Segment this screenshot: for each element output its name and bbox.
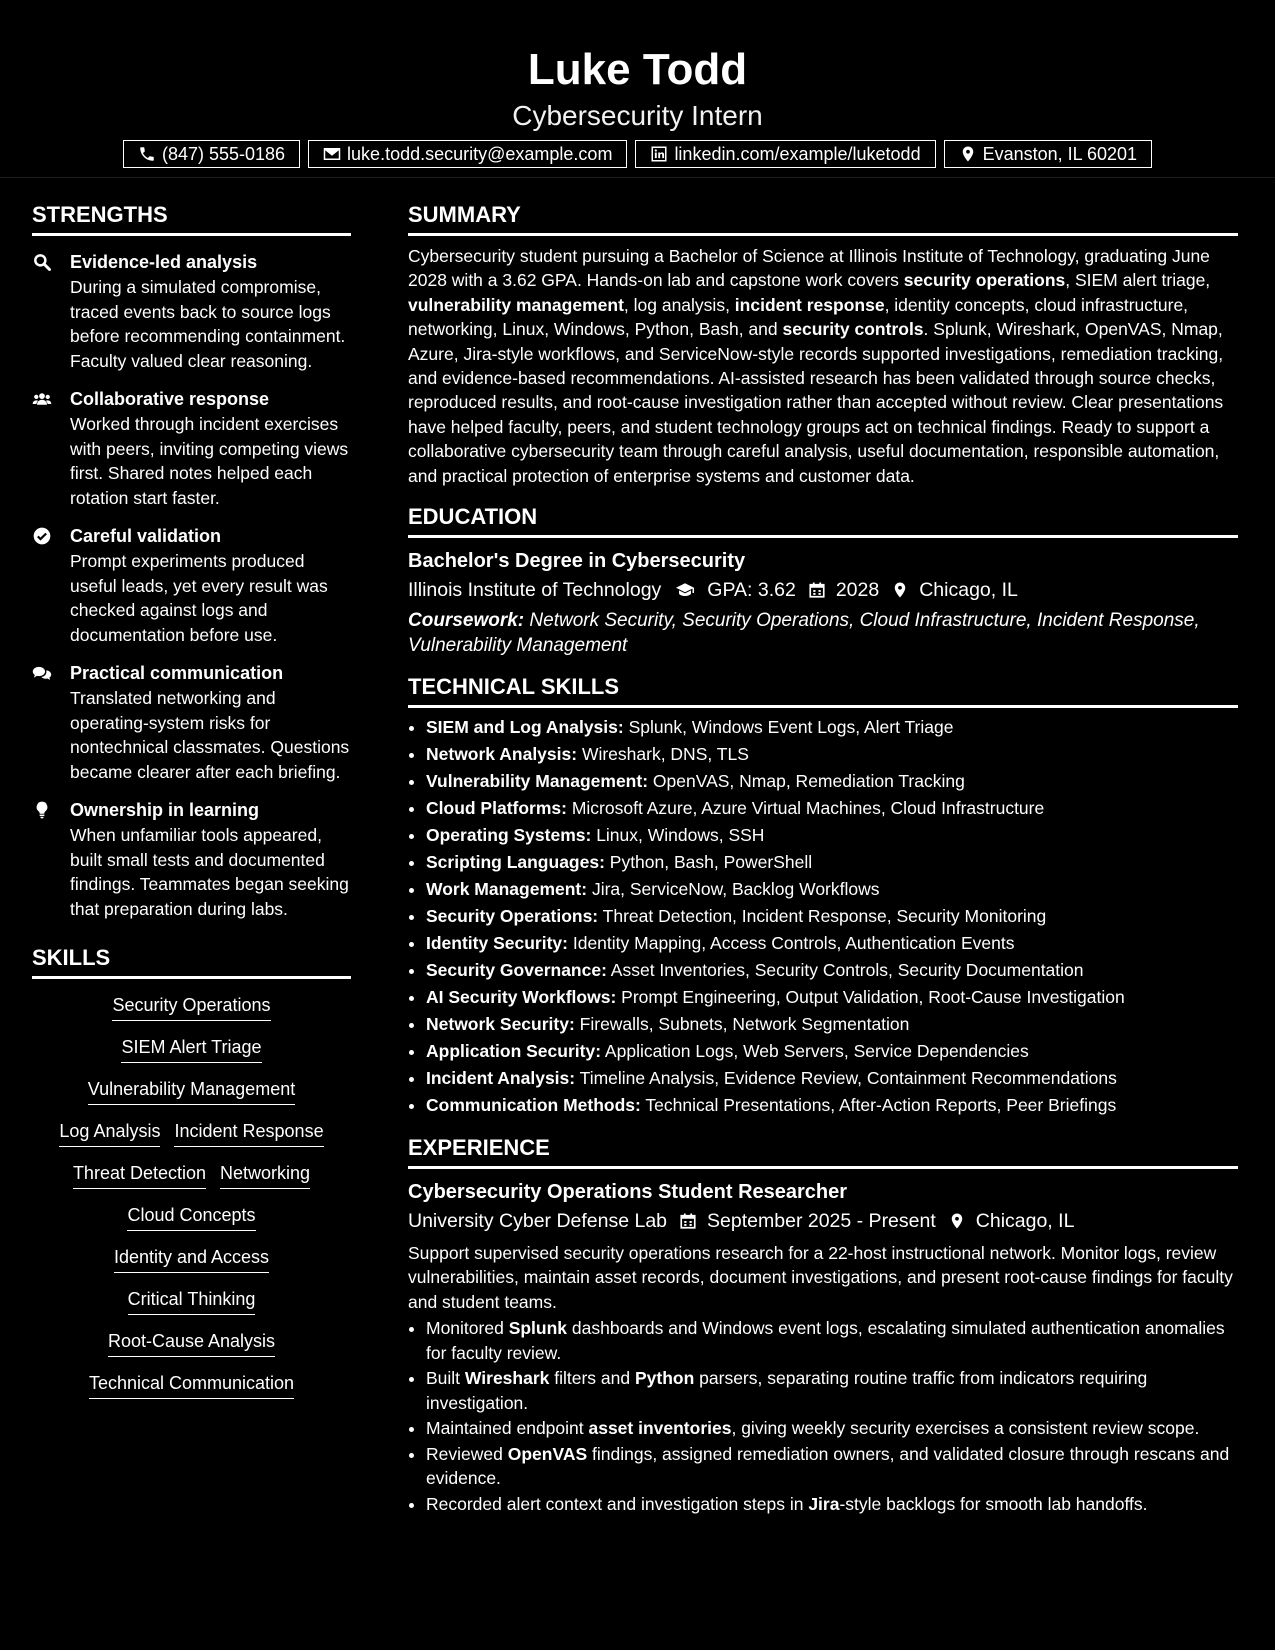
users-icon — [32, 389, 52, 409]
strength-body: When unfamiliar tools appeared, built small tests and documented findings. Teammates began seeking that preparation during labs. — [70, 825, 349, 919]
list-item: • Communication Methods: Technical Presentations, After-Action Reports, Peer Briefings — [426, 1092, 1238, 1119]
strength-title: Ownership in learning — [70, 800, 260, 820]
skill-tag: Networking — [220, 1161, 310, 1189]
technical-skills-heading: TECHNICAL SKILLS — [408, 674, 1238, 708]
school-name: Illinois Institute of Technology — [408, 579, 662, 602]
strength-item — [32, 798, 351, 921]
check-circle-icon — [32, 526, 52, 546]
strength-body: During a simulated compromise, traced events back to source logs before recommending containment. Faculty valued clear reasoning. — [70, 277, 346, 371]
skill-tag: Incident Response — [174, 1119, 323, 1147]
graduation-year: 2028 — [835, 579, 880, 602]
summary-text: Cybersecurity student pursuing a Bachelor of Science at Illinois Institute of Technology, graduating June 2028 with a 3.62 GPA. Hands-on lab and capstone work covers security operations, SIEM alert triage, vulnerability management, log analysis, incident response, identity concepts, cloud infrastructure, networking, Linux, Windows, Python, Bash, and security controls. Splunk, Wireshark, OpenVAS, Nmap, Azure, Jira-style workflows, and ServiceNow-style records supported investigations, remediation tracking, and evidence-based recommendations. AI-assisted research has been validated through source checks, reproduced results, and root-cause investigation rather than accepted without review. Clear presentations have helped faculty, peers, and student technology groups act on technical findings. Ready to support a collaborative cybersecurity team through careful analysis, useful documentation, responsible automation, and practical protection of enterprise systems and customer data. — [408, 246, 1224, 486]
list-item: • Application Security: Application Logs, Web Servers, Service Dependencies — [426, 1038, 1238, 1065]
location-text: Evanston, IL 60201 — [982, 143, 1138, 164]
skill-tag: Technical Communication — [89, 1371, 294, 1399]
strength-title: Careful validation — [70, 526, 222, 546]
list-item: • Identity Security: Identity Mapping, Access Controls, Authentication Events — [426, 930, 1238, 957]
map-pin-icon — [891, 581, 909, 599]
search-icon — [32, 252, 52, 272]
left-column — [32, 178, 351, 1517]
summary-heading: SUMMARY — [408, 202, 1238, 236]
organization: University Cyber Defense Lab — [408, 1210, 668, 1233]
contact-location[interactable] — [944, 140, 1152, 168]
comments-icon — [32, 663, 52, 683]
skill-tag: Identity and Access — [114, 1245, 269, 1273]
skill-tag: Security Operations — [112, 993, 270, 1021]
contact-email[interactable] — [308, 140, 627, 168]
job-bullets — [408, 1316, 1238, 1516]
strength-body: Worked through incident exercises with peers, inviting competing views first. Shared notes helped each rotation start faster. — [70, 414, 349, 508]
list-item: • Network Security: Firewalls, Subnets, Network Segmentation — [426, 1011, 1238, 1038]
list-item: • Security Operations: Threat Detection, Incident Response, Security Monitoring — [426, 903, 1238, 930]
skill-tag: Log Analysis — [59, 1119, 160, 1147]
job-title: Cybersecurity Operations Student Researcher — [408, 1181, 848, 1204]
skills-list — [32, 993, 351, 1399]
skill-tag: Threat Detection — [73, 1161, 206, 1189]
list-item: • Operating Systems: Linux, Windows, SSH — [426, 822, 1238, 849]
strength-item — [32, 524, 351, 647]
contact-bar — [0, 140, 1275, 168]
experience-heading: EXPERIENCE — [408, 1135, 1238, 1169]
list-item: • Maintained endpoint asset inventories, giving weekly security exercises a consistent review scope. — [426, 1416, 1238, 1441]
degree-title: Bachelor's Degree in Cybersecurity — [408, 550, 746, 573]
skill-tag: Critical Thinking — [128, 1287, 256, 1315]
list-item: • Recorded alert context and investigation steps in Jira-style backlogs for smooth lab handoffs. — [426, 1492, 1238, 1517]
map-pin-icon — [959, 145, 977, 163]
right-column — [408, 178, 1238, 1517]
calendar-icon — [808, 581, 826, 599]
job-summary: Support supervised security operations research for a 22-host instructional network. Monitor logs, review vulnerabilities, maintain asset records, document investigations, and present root-cause findings for faculty and student teams. — [408, 1243, 1233, 1312]
strength-body: Translated networking and operating-system risks for nontechnical classmates. Questions became clearer after each briefing. — [70, 688, 350, 782]
skills-heading: SKILLS — [32, 945, 351, 979]
list-item: • Incident Analysis: Timeline Analysis, Evidence Review, Containment Recommendations — [426, 1065, 1238, 1092]
job-meta — [408, 1207, 1238, 1235]
phone-text: (847) 555-0186 — [161, 143, 286, 164]
job-location: Chicago, IL — [975, 1210, 1075, 1233]
list-item: • Work Management: Jira, ServiceNow, Backlog Workflows — [426, 876, 1238, 903]
graduation-cap-icon — [673, 581, 697, 599]
linkedin-icon — [650, 145, 668, 163]
strength-item — [32, 661, 351, 784]
coursework: Coursework: Network Security, Security Operations, Cloud Infrastructure, Incident Response, Vulnerability Management — [408, 610, 1200, 657]
strength-item — [32, 250, 351, 373]
list-item: • Network Analysis: Wireshark, DNS, TLS — [426, 741, 1238, 768]
education-heading: EDUCATION — [408, 504, 1238, 538]
list-item: • AI Security Workflows: Prompt Engineering, Output Validation, Root-Cause Investigation — [426, 984, 1238, 1011]
list-item: • Scripting Languages: Python, Bash, PowerShell — [426, 849, 1238, 876]
candidate-name: Luke Todd — [527, 45, 748, 94]
list-item: • SIEM and Log Analysis: Splunk, Windows Event Logs, Alert Triage — [426, 714, 1238, 741]
calendar-icon — [679, 1212, 697, 1230]
list-item: • Cloud Platforms: Microsoft Azure, Azure Virtual Machines, Cloud Infrastructure — [426, 795, 1238, 822]
gpa: GPA: 3.62 — [707, 579, 796, 602]
list-item: • Monitored Splunk dashboards and Windows event logs, escalating simulated authentication anomalies for faculty review. — [426, 1316, 1238, 1365]
list-item: • Security Governance: Asset Inventories, Security Controls, Security Documentation — [426, 957, 1238, 984]
linkedin-text: linkedin.com/example/luketodd — [674, 143, 921, 164]
contact-phone[interactable] — [123, 140, 300, 168]
candidate-title: Cybersecurity Intern — [512, 100, 763, 131]
strength-title: Collaborative response — [70, 389, 270, 409]
strength-item — [32, 387, 351, 510]
skill-tag: Vulnerability Management — [88, 1077, 295, 1105]
resume-header — [0, 0, 1275, 178]
skill-tag: Cloud Concepts — [127, 1203, 255, 1231]
skill-tag: SIEM Alert Triage — [121, 1035, 261, 1063]
education-meta — [408, 576, 1238, 604]
list-item: • Built Wireshark filters and Python parsers, separating routine traffic from indicators requiring investigation. — [426, 1366, 1238, 1415]
skill-tag: Root-Cause Analysis — [108, 1329, 275, 1357]
contact-linkedin[interactable] — [635, 140, 935, 168]
strengths-heading: STRENGTHS — [32, 202, 351, 236]
email-text: luke.todd.security@example.com — [347, 143, 613, 164]
list-item: • Reviewed OpenVAS findings, assigned remediation owners, and validated closure through rescans and evidence. — [426, 1442, 1238, 1491]
job-dates: September 2025 - Present — [707, 1210, 936, 1233]
strength-title: Practical communication — [70, 663, 284, 683]
phone-icon — [138, 145, 156, 163]
envelope-icon — [323, 145, 341, 163]
strength-title: Evidence-led analysis — [70, 252, 258, 272]
list-item: • Vulnerability Management: OpenVAS, Nmap, Remediation Tracking — [426, 768, 1238, 795]
strength-body: Prompt experiments produced useful leads, yet every result was checked against logs and documentation before use. — [70, 551, 328, 645]
school-location: Chicago, IL — [919, 579, 1018, 602]
lightbulb-icon — [32, 800, 52, 820]
technical-skills-list — [408, 714, 1238, 1119]
map-pin-icon — [948, 1212, 966, 1230]
